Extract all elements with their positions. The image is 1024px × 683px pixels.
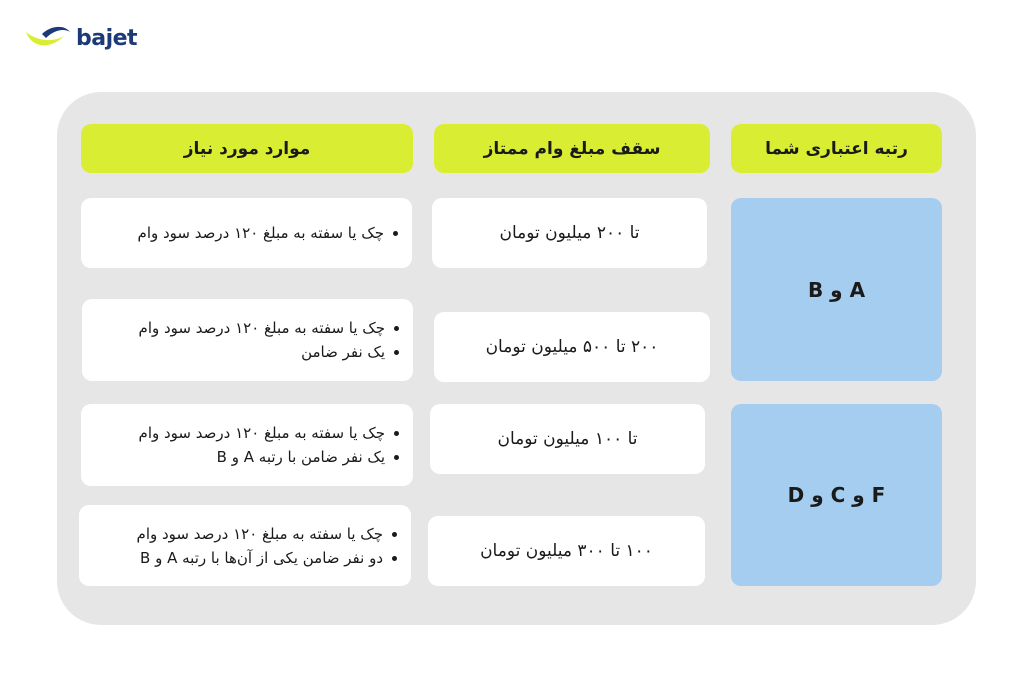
amount-cell: تا ۱۰۰ میلیون تومان	[430, 404, 705, 474]
list-item: چک یا سفته به مبلغ ۱۲۰ درصد سود وام	[138, 221, 398, 245]
list-item: چک یا سفته به مبلغ ۱۲۰ درصد سود وام	[139, 316, 399, 340]
logo-text: bajet	[76, 25, 138, 51]
requirements-list	[139, 316, 399, 364]
requirements-list	[139, 421, 399, 469]
amount-cell: تا ۲۰۰ میلیون تومان	[432, 198, 707, 268]
list-item: دو نفر ضامن یکی از آن‌ها با رتبه A و B	[137, 546, 397, 570]
bajet-logo-icon	[24, 24, 72, 52]
header-requirements: موارد مورد نیاز	[81, 124, 413, 173]
requirements-cell	[81, 198, 412, 268]
header-loan-ceiling: سقف مبلغ وام ممتاز	[434, 124, 710, 173]
requirements-cell	[79, 505, 411, 586]
requirements-list	[138, 221, 398, 245]
list-item: یک نفر ضامن	[139, 340, 399, 364]
rank-group-fcd: F و C و D	[731, 404, 942, 586]
list-item: چک یا سفته به مبلغ ۱۲۰ درصد سود وام	[137, 522, 397, 546]
amount-cell: ۱۰۰ تا ۳۰۰ میلیون تومان	[428, 516, 705, 586]
header-credit-rank: رتبه اعتباری شما	[731, 124, 942, 173]
amount-cell: ۲۰۰ تا ۵۰۰ میلیون تومان	[434, 312, 710, 382]
requirements-cell	[82, 299, 413, 381]
list-item: چک یا سفته به مبلغ ۱۲۰ درصد سود وام	[139, 421, 399, 445]
requirements-list	[137, 522, 397, 570]
list-item: یک نفر ضامن با رتبه A و B	[139, 445, 399, 469]
bajet-logo[interactable]	[24, 20, 137, 56]
rank-group-ab: A و B	[731, 198, 942, 381]
requirements-cell	[81, 404, 413, 486]
